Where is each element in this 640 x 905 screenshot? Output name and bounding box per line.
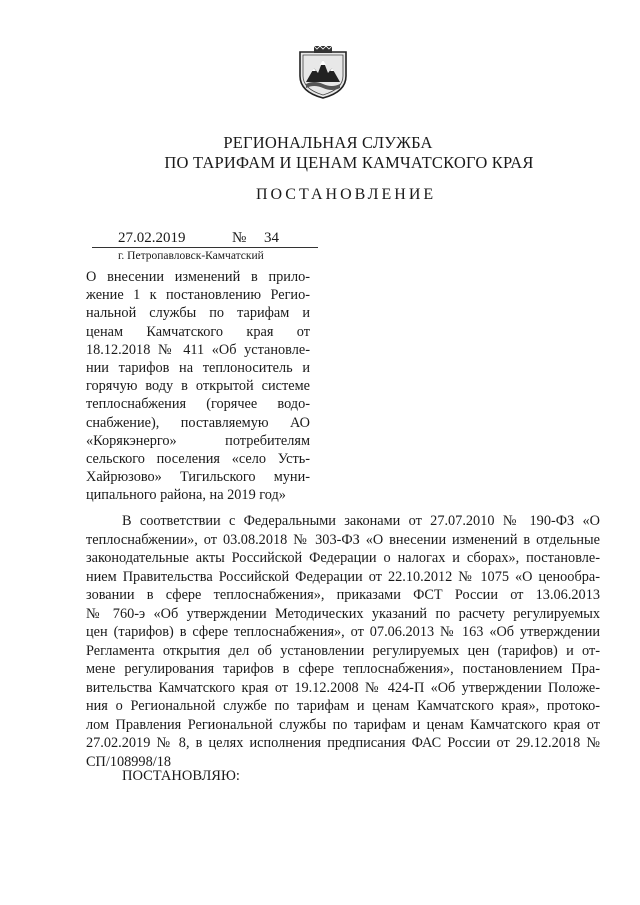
subject-block <box>86 268 310 504</box>
authority-line-1: РЕГИОНАЛЬНАЯ СЛУЖБА <box>223 133 433 152</box>
subject-line: снабжение), поставляемую АО <box>86 414 310 431</box>
subject-line: горячую воду в открытой системе <box>86 378 310 395</box>
subject-line: нии тарифов на теплоноситель и <box>86 359 310 376</box>
document-type-title: ПОСТАНОВЛЕНИЕ <box>256 186 437 203</box>
document-number: 34 <box>264 230 279 246</box>
body-line: Регламента открытия дел об установлении регулируемых цен (тарифов) и от- <box>86 642 600 659</box>
body-line: законодательные акты Российской Федерации о налогах и сборах», постановле- <box>86 550 600 566</box>
subject-line: 18.12.2018 № 411 «Об установле- <box>86 341 310 358</box>
body-line: СП/108998/18 <box>86 753 171 770</box>
document-date: 27.02.2019 <box>118 230 186 246</box>
subject-line: жение 1 к постановлению Регио- <box>86 287 310 304</box>
subject-line: ценам Камчатского края от <box>86 323 310 340</box>
authority-line-2: ПО ТАРИФАМ И ЦЕНАМ КАМЧАТСКОГО КРАЯ <box>164 153 534 172</box>
body-line: мене регулирования тарифов в сфере теплоснабжения», постановлением Пра- <box>86 661 600 677</box>
body-line: цен (тарифов) в сфере теплоснабжения», от 07.06.2013 № 163 «Об утверждении <box>86 624 600 640</box>
subject-line: нальной службы по тарифам и <box>86 305 310 322</box>
kamchatka-coat-of-arms-icon <box>294 46 352 100</box>
body-line: ния о Региональной службе по тарифам и ценам Камчатского края», протоко- <box>86 698 600 714</box>
date-number-line <box>92 230 318 250</box>
body-line: нием Правительства Российской Федерации от 22.10.2012 № 1075 «О ценообра- <box>86 568 600 585</box>
body-line: зовании в сфере теплоснабжения», приказами ФСТ России от 13.06.2013 <box>86 587 600 603</box>
subject-line: Хайрюзово» Тигильского муни- <box>86 469 310 486</box>
subject-line: «Корякэнерго» потребителям <box>86 432 310 449</box>
issuing-authority <box>0 133 640 173</box>
subject-line: сельского поселения «село Усть- <box>86 450 310 467</box>
subject-line: теплоснабжения (горячее водо- <box>86 396 310 413</box>
subject-line: ципального района, на 2019 год» <box>86 487 286 504</box>
city-name: г. Петропавловск-Камчатский <box>118 250 264 262</box>
body-line: лом Правления Региональной службы по тарифам и ценам Камчатского края от <box>86 716 600 733</box>
body-line: вительства Камчатского края от 19.12.2008 № 424-П «Об утверждении Положе- <box>86 679 600 696</box>
subject-line: О внесении изменений в прило- <box>86 269 310 285</box>
number-sign: № <box>232 230 247 246</box>
body-line: теплоснабжении», от 03.08.2018 № 303-ФЗ «О внесении изменений в отдельные <box>86 531 600 548</box>
body-line: № 760-э «Об утверждении Методических указаний по расчету регулируемых <box>86 605 600 622</box>
body-line: 27.02.2019 № 8, в целях исполнения предписания ФАС России от 29.12.2018 № <box>86 735 600 751</box>
date-underline <box>92 247 318 248</box>
body-line: В соответствии с Федеральными законами от 27.07.2010 № 190-ФЗ «О <box>122 513 600 529</box>
resolve-heading: ПОСТАНОВЛЯЮ: <box>122 768 240 784</box>
preamble-paragraph <box>86 512 600 771</box>
